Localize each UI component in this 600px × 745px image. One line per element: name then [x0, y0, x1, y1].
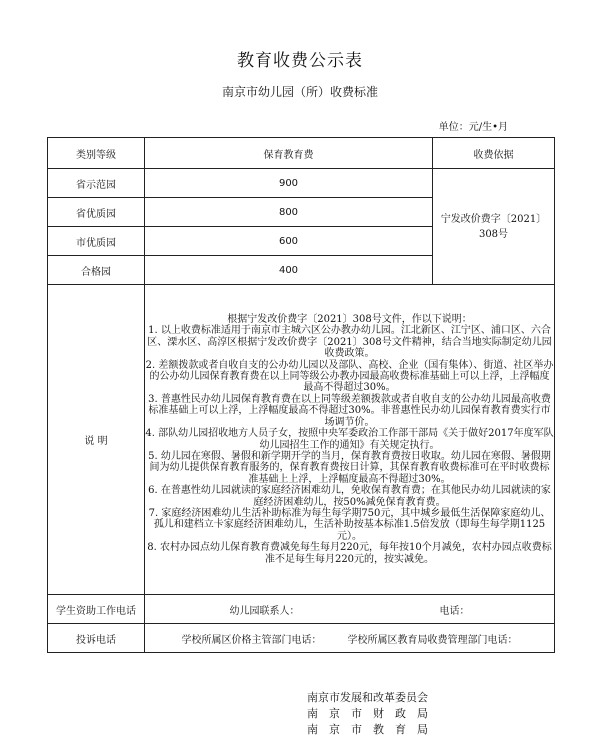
contact-cell [145, 595, 555, 624]
contact-phone-label: 电话： [439, 605, 470, 617]
notes-label: 说 明 [48, 285, 145, 595]
fee-cell: 900 [145, 169, 433, 198]
complaint-cell [145, 624, 555, 653]
contact-row [48, 595, 555, 624]
category-cell: 合格园 [48, 256, 145, 285]
signer-ndrc: 南京市发展和改革委员会 [307, 691, 428, 704]
category-cell: 省优质园 [48, 198, 145, 227]
unit-label: 单位：元/生•月 [438, 122, 508, 133]
signers-block [307, 690, 439, 738]
notes-cell [145, 285, 555, 595]
page-title: 教育收费公示表 [237, 51, 363, 71]
page-subtitle: 南京市幼儿园（所）收费标准 [221, 85, 378, 99]
note-line: 根据宁发改价费字〔2021〕308号文件，作以下说明： [227, 314, 472, 326]
basis-line: 308号 [478, 228, 509, 240]
note-line: 6. 在普惠性幼儿园就读的家庭经济困难幼儿，免收保育教育费；在其他民办幼儿园就读的家庭经济困难幼儿，按50%减免保育教育费。 [148, 485, 551, 508]
category-cell: 市优质园 [48, 227, 145, 256]
fee-cell: 800 [145, 198, 433, 227]
note-line: 2. 差额拨款或者自收自支的公办幼儿园以及部队、高校、企业（国有集体）、街道、社区举办的公办幼儿园保育教育费在以上同等级公办教办园最高收费标准基础上可以上浮，上浮幅度最高不得超过30%。 [145, 359, 554, 394]
note-line: 4. 部队幼儿园招收地方人员子女，按照中央军委政治工作部干部局《关于做好2017年度军队幼儿园招生工作的通知》有关规定执行。 [145, 428, 554, 451]
note-line: 8. 农村办园点幼儿保育教育费减免每生每月220元，每年按10个月减免，农村办园点收费标准不足每生每月220元的，按实减免。 [147, 542, 552, 565]
complaint-row [48, 624, 555, 653]
table-row [48, 169, 555, 198]
fee-table [47, 137, 555, 653]
complaint-label: 投诉电话 [48, 624, 145, 653]
notes-row [48, 285, 555, 595]
fee-cell: 600 [145, 227, 433, 256]
header-fee: 保育教育费 [145, 138, 433, 169]
note-line: 5. 幼儿园在寒假、暑假和新学期开学的当月，保育教育费按日收取。幼儿园在寒假、暑假期间为幼儿提供保育教育服务的，保育教育费按日计算，其保育教育收费标准可在平时收费标准基础上上浮，上浮幅度最高不得超过30%。 [148, 450, 551, 485]
edu-dept-phone-label: 学校所属区教育局收费管理部门电话： [347, 634, 518, 646]
category-cell: 省示范园 [48, 169, 145, 198]
contact-person-label: 幼儿园联系人： [229, 605, 300, 617]
note-line: 7. 家庭经济困难幼儿生活补助标准为每生每学期750元，其中城乡最低生活保障家庭幼儿、孤儿和建档立卡家庭经济困难幼儿，生活补助按基本标准1.5倍发放（即每生每学期1125元）。 [148, 507, 551, 542]
basis-line: 宁发改价费字〔2021〕 [440, 213, 547, 225]
table-header-row [48, 138, 555, 169]
fee-cell: 400 [145, 256, 433, 285]
header-category: 类别等级 [48, 138, 145, 169]
note-line: 3. 普惠性民办幼儿园保育教育费在以上同等级差额拨款或者自收自支的公办幼儿园最高收费标准基础上可以上浮，上浮幅度最高不得超过30%。非普惠性民办幼儿园保育教育费实行市场调节价。 [148, 393, 551, 428]
header-basis: 收费依据 [433, 138, 555, 169]
contact-label: 学生资助工作电话 [48, 595, 145, 624]
signer-education: 南京市教育局 [307, 723, 439, 736]
signer-finance: 南京市财政局 [307, 707, 439, 720]
price-dept-phone-label: 学校所属区价格主管部门电话： [181, 634, 322, 646]
note-line: 1. 以上收费标准适用于南京市主城六区公办教办幼儿园。江北新区、江宁区、浦口区、六合区、溧水区、高淳区根据宁发改价费字〔2021〕308号文件精神，结合当地实际制定幼儿园收费政策。 [147, 325, 552, 360]
basis-cell [433, 169, 555, 285]
